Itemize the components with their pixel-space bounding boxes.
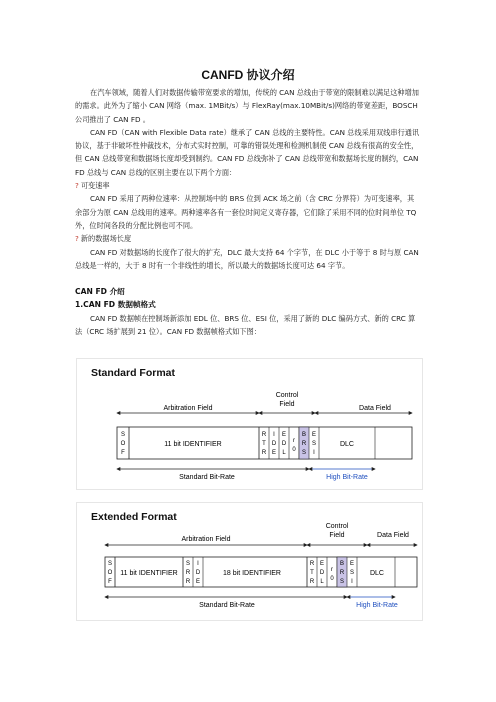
svg-text:T: T — [262, 441, 266, 447]
svg-text:B: B — [301, 432, 307, 438]
standard-format-figure — [76, 358, 423, 490]
svg-text:R: R — [309, 579, 315, 585]
frame-heading: 1.CAN FD 数据帧格式 — [75, 300, 156, 310]
dlc-label: DLC — [339, 441, 355, 448]
figure-title: Extended Format — [91, 511, 177, 523]
svg-text:E: E — [311, 432, 317, 438]
svg-text:F: F — [108, 579, 112, 585]
svg-text:E: E — [195, 579, 201, 585]
variable-rate-paragraph: CAN FD 采用了两种位速率：从控制场中的 BRS 位到 ACK 场之前（含 CRC 分界符）为可变速率，其余部分为原 CAN 总线用的速率。两种速率各有一套位时间定义寄存器，它们除了采用不同的位时间单位 TQ 外，位时间各段的分配比例也可不同。 — [75, 194, 417, 230]
identifier-18: 18 bit IDENTIFIER — [223, 570, 281, 577]
bullet-icon: ? — [75, 234, 79, 244]
control-label: Control — [325, 523, 349, 530]
sof-o: O — [120, 441, 126, 447]
control-label: Control — [275, 392, 299, 399]
identifier-11: 11 bit IDENTIFIER — [164, 441, 222, 448]
svg-text:0: 0 — [330, 576, 334, 582]
data-label: Data Field — [359, 405, 391, 412]
svg-text:R: R — [185, 570, 191, 576]
svg-text:R: R — [339, 570, 345, 576]
control-field-label: Field — [279, 401, 295, 408]
control-field-label: Field — [329, 532, 345, 539]
article-body — [75, 86, 421, 338]
svg-text:I: I — [351, 579, 353, 585]
intro-paragraph-2: CAN FD（CAN with Flexible Data rate）继承了 CAN 总线的主要特性。CAN 总线采用双线串行通讯协议，基于非破坏性仲裁技术，分布式实时控制，可靠的错误处理和检测机制使 CAN 总线有很高的安全性，但 CAN 总线带宽和数据场长度却受到制约。CAN FD 总线弥补了 CAN 总线带宽和数据场长度的制约，CAN FD 总线与 CAN 总线的区别主要在以下两个方面： — [75, 127, 420, 177]
svg-text:L: L — [282, 450, 286, 456]
svg-text:D: D — [271, 441, 277, 447]
svg-text:O: O — [107, 570, 113, 576]
frame-paragraph: CAN FD 数据帧在控制场新添加 EDL 位、BRS 位、ESI 位，采用了新的 DLC 编码方式、新的 CRC 算法（CRC 场扩展到 21 位）。CAN FD 数据帧格式如下图： — [75, 313, 416, 337]
standard-rate-label: Standard Bit-Rate — [179, 474, 235, 481]
svg-text:B: B — [339, 561, 345, 567]
svg-text:S: S — [349, 570, 355, 576]
svg-text:R: R — [185, 579, 191, 585]
svg-text:D: D — [281, 441, 287, 447]
page-title: CANFD 协议介绍 — [201, 68, 295, 82]
arbitration-label: Arbitration Field — [181, 536, 231, 543]
section-data-length — [75, 232, 421, 245]
svg-text:L: L — [320, 579, 324, 585]
dlc-label: DLC — [369, 570, 385, 577]
section-title: 新的数据场长度 — [80, 234, 132, 244]
high-rate-label: High Bit-Rate — [326, 474, 368, 481]
svg-text:R: R — [261, 450, 267, 456]
intro-paragraph-1: 在汽车领域，随着人们对数据传输带宽要求的增加，传统的 CAN 总线由于带宽的限制难以满足这种增加的需求。此外为了缩小 CAN 网络（max. 1MBit/s）与 FlexRay(max.10MBit/s)网络的带宽差距，BOSCH 公司推出了 CAN FD 。 — [75, 88, 419, 124]
svg-text:I: I — [197, 561, 199, 567]
svg-text:I: I — [313, 450, 315, 456]
figure-title: Standard Format — [91, 367, 176, 379]
svg-text:E: E — [349, 561, 355, 567]
svg-text:D: D — [319, 570, 325, 576]
identifier-11: 11 bit IDENTIFIER — [120, 570, 178, 577]
data-label: Data Field — [377, 532, 409, 539]
svg-text:r: r — [331, 567, 333, 573]
svg-text:T: T — [310, 570, 314, 576]
svg-text:R: R — [309, 561, 315, 567]
svg-text:R: R — [301, 441, 307, 447]
svg-text:I: I — [273, 432, 275, 438]
svg-text:r: r — [293, 438, 295, 444]
section-variable-rate — [75, 179, 421, 192]
svg-text:R: R — [261, 432, 267, 438]
svg-text:S: S — [311, 441, 317, 447]
svg-text:S: S — [107, 561, 113, 567]
high-rate-label: High Bit-Rate — [356, 602, 398, 609]
arbitration-label: Arbitration Field — [163, 405, 213, 412]
bullet-icon: ? — [75, 181, 79, 191]
extended-format-figure — [76, 502, 423, 621]
svg-text:E: E — [271, 450, 277, 456]
svg-text:0: 0 — [292, 447, 296, 453]
svg-text:S: S — [339, 579, 345, 585]
section-title: 可变速率 — [80, 181, 110, 191]
svg-text:S: S — [185, 561, 191, 567]
svg-text:S: S — [301, 450, 307, 456]
data-length-paragraph: CAN FD 对数据场的长度作了很大的扩充，DLC 最大支持 64 个字节，在 DLC 小于等于 8 时与原 CAN 总线是一样的，大于 8 时有一个非线性的增长，所以最大的数据场长度可达 64 字节。 — [75, 247, 419, 270]
standard-rate-label: Standard Bit-Rate — [199, 602, 255, 609]
sof-s: S — [120, 432, 126, 438]
sof-f: F — [121, 450, 125, 456]
intro-heading: CAN FD 介绍 — [75, 287, 125, 297]
svg-text:E: E — [319, 561, 325, 567]
svg-text:D: D — [195, 570, 201, 576]
svg-text:E: E — [281, 432, 287, 438]
